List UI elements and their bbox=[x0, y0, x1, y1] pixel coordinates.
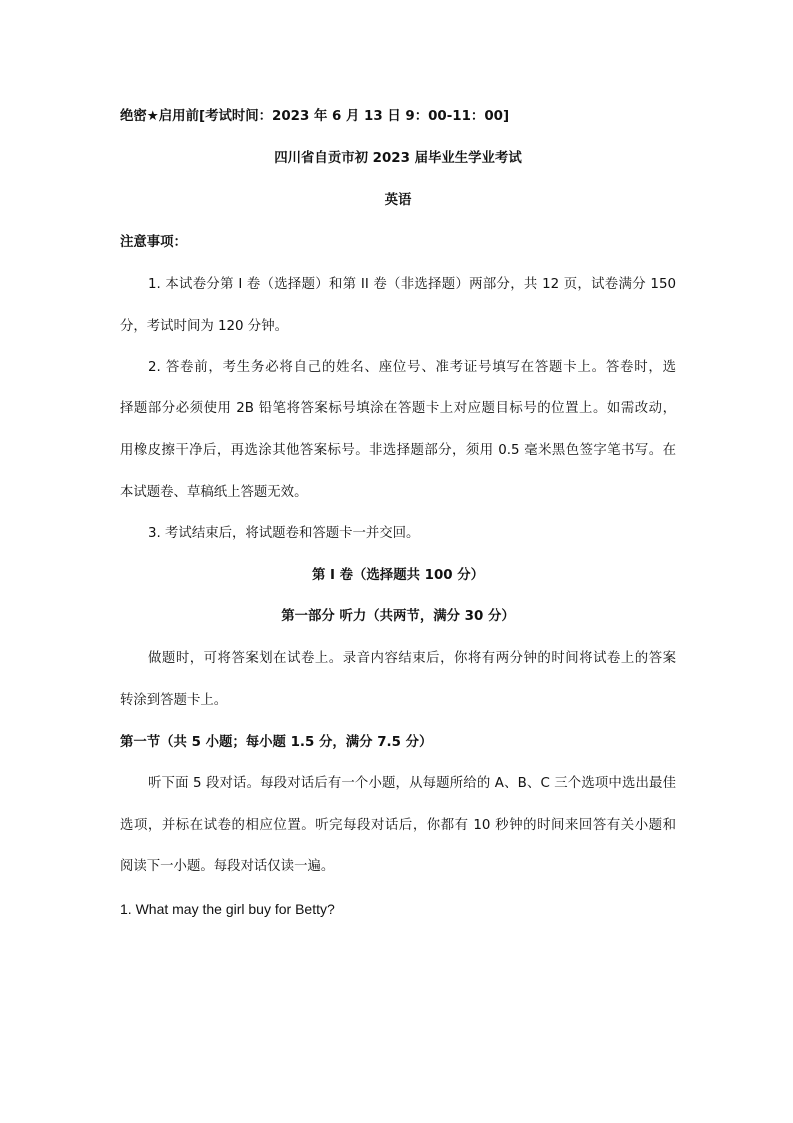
secret-line: 绝密★启用前[考试时间：2023 年 6 月 13 日 9：00-11：00] bbox=[120, 109, 510, 124]
section-1-intro-line-1: 听下面 5 段对话。每段对话后有一个小题，从每题所给的 A、B、C 三个选项中选出最佳 bbox=[148, 776, 676, 791]
note-item-2-line-2: 择题部分必须使用 2B 铅笔将答案标号填涂在答题卡上对应题目标号的位置上。如需改动， bbox=[120, 401, 676, 416]
part-1-intro-line-2: 转涂到答题卡上。 bbox=[120, 693, 228, 708]
note-item-1-line-2: 分，考试时间为 120 分钟。 bbox=[120, 319, 288, 334]
section-1-intro-line-2: 选项，并标在试卷的相应位置。听完每段对话后，你都有 10 秒钟的时间来回答有关小题和 bbox=[120, 818, 676, 833]
part-1-title: 第一部分 听力（共两节，满分 30 分） bbox=[281, 609, 515, 624]
exam-title: 四川省自贡市初 2023 届毕业生学业考试 bbox=[274, 151, 522, 166]
note-item-1-line-1: 1. 本试卷分第 I 卷（选择题）和第 II 卷（非选择题）两部分，共 12 页，试卷满分 150 bbox=[148, 277, 676, 292]
subject-title: 英语 bbox=[384, 193, 412, 208]
note-item-2-line-3: 用橡皮擦干净后，再选涂其他答案标号。非选择题部分，须用 0.5 毫米黑色签字笔书写。在 bbox=[120, 443, 676, 458]
section-1-title: 第一节（共 5 小题；每小题 1.5 分，满分 7.5 分） bbox=[120, 735, 433, 750]
note-item-2-line-4: 本试题卷、草稿纸上答题无效。 bbox=[120, 485, 308, 500]
section-1-intro-line-3: 阅读下一小题。每段对话仅读一遍。 bbox=[120, 859, 335, 874]
notes-heading: 注意事项： bbox=[120, 235, 187, 250]
note-item-2-line-1: 2. 答卷前，考生务必将自己的姓名、座位号、准考证号填写在答题卡上。答卷时，选 bbox=[148, 360, 676, 375]
note-item-3-line-1: 3. 考试结束后，将试题卷和答题卡一并交回。 bbox=[148, 526, 420, 541]
part-1-intro-line-1: 做题时，可将答案划在试卷上。录音内容结束后，你将有两分钟的时间将试卷上的答案 bbox=[148, 651, 676, 666]
question-1: 1. What may the girl buy for Betty? bbox=[120, 901, 335, 917]
volume-1-title: 第 I 卷（选择题共 100 分） bbox=[311, 568, 485, 583]
